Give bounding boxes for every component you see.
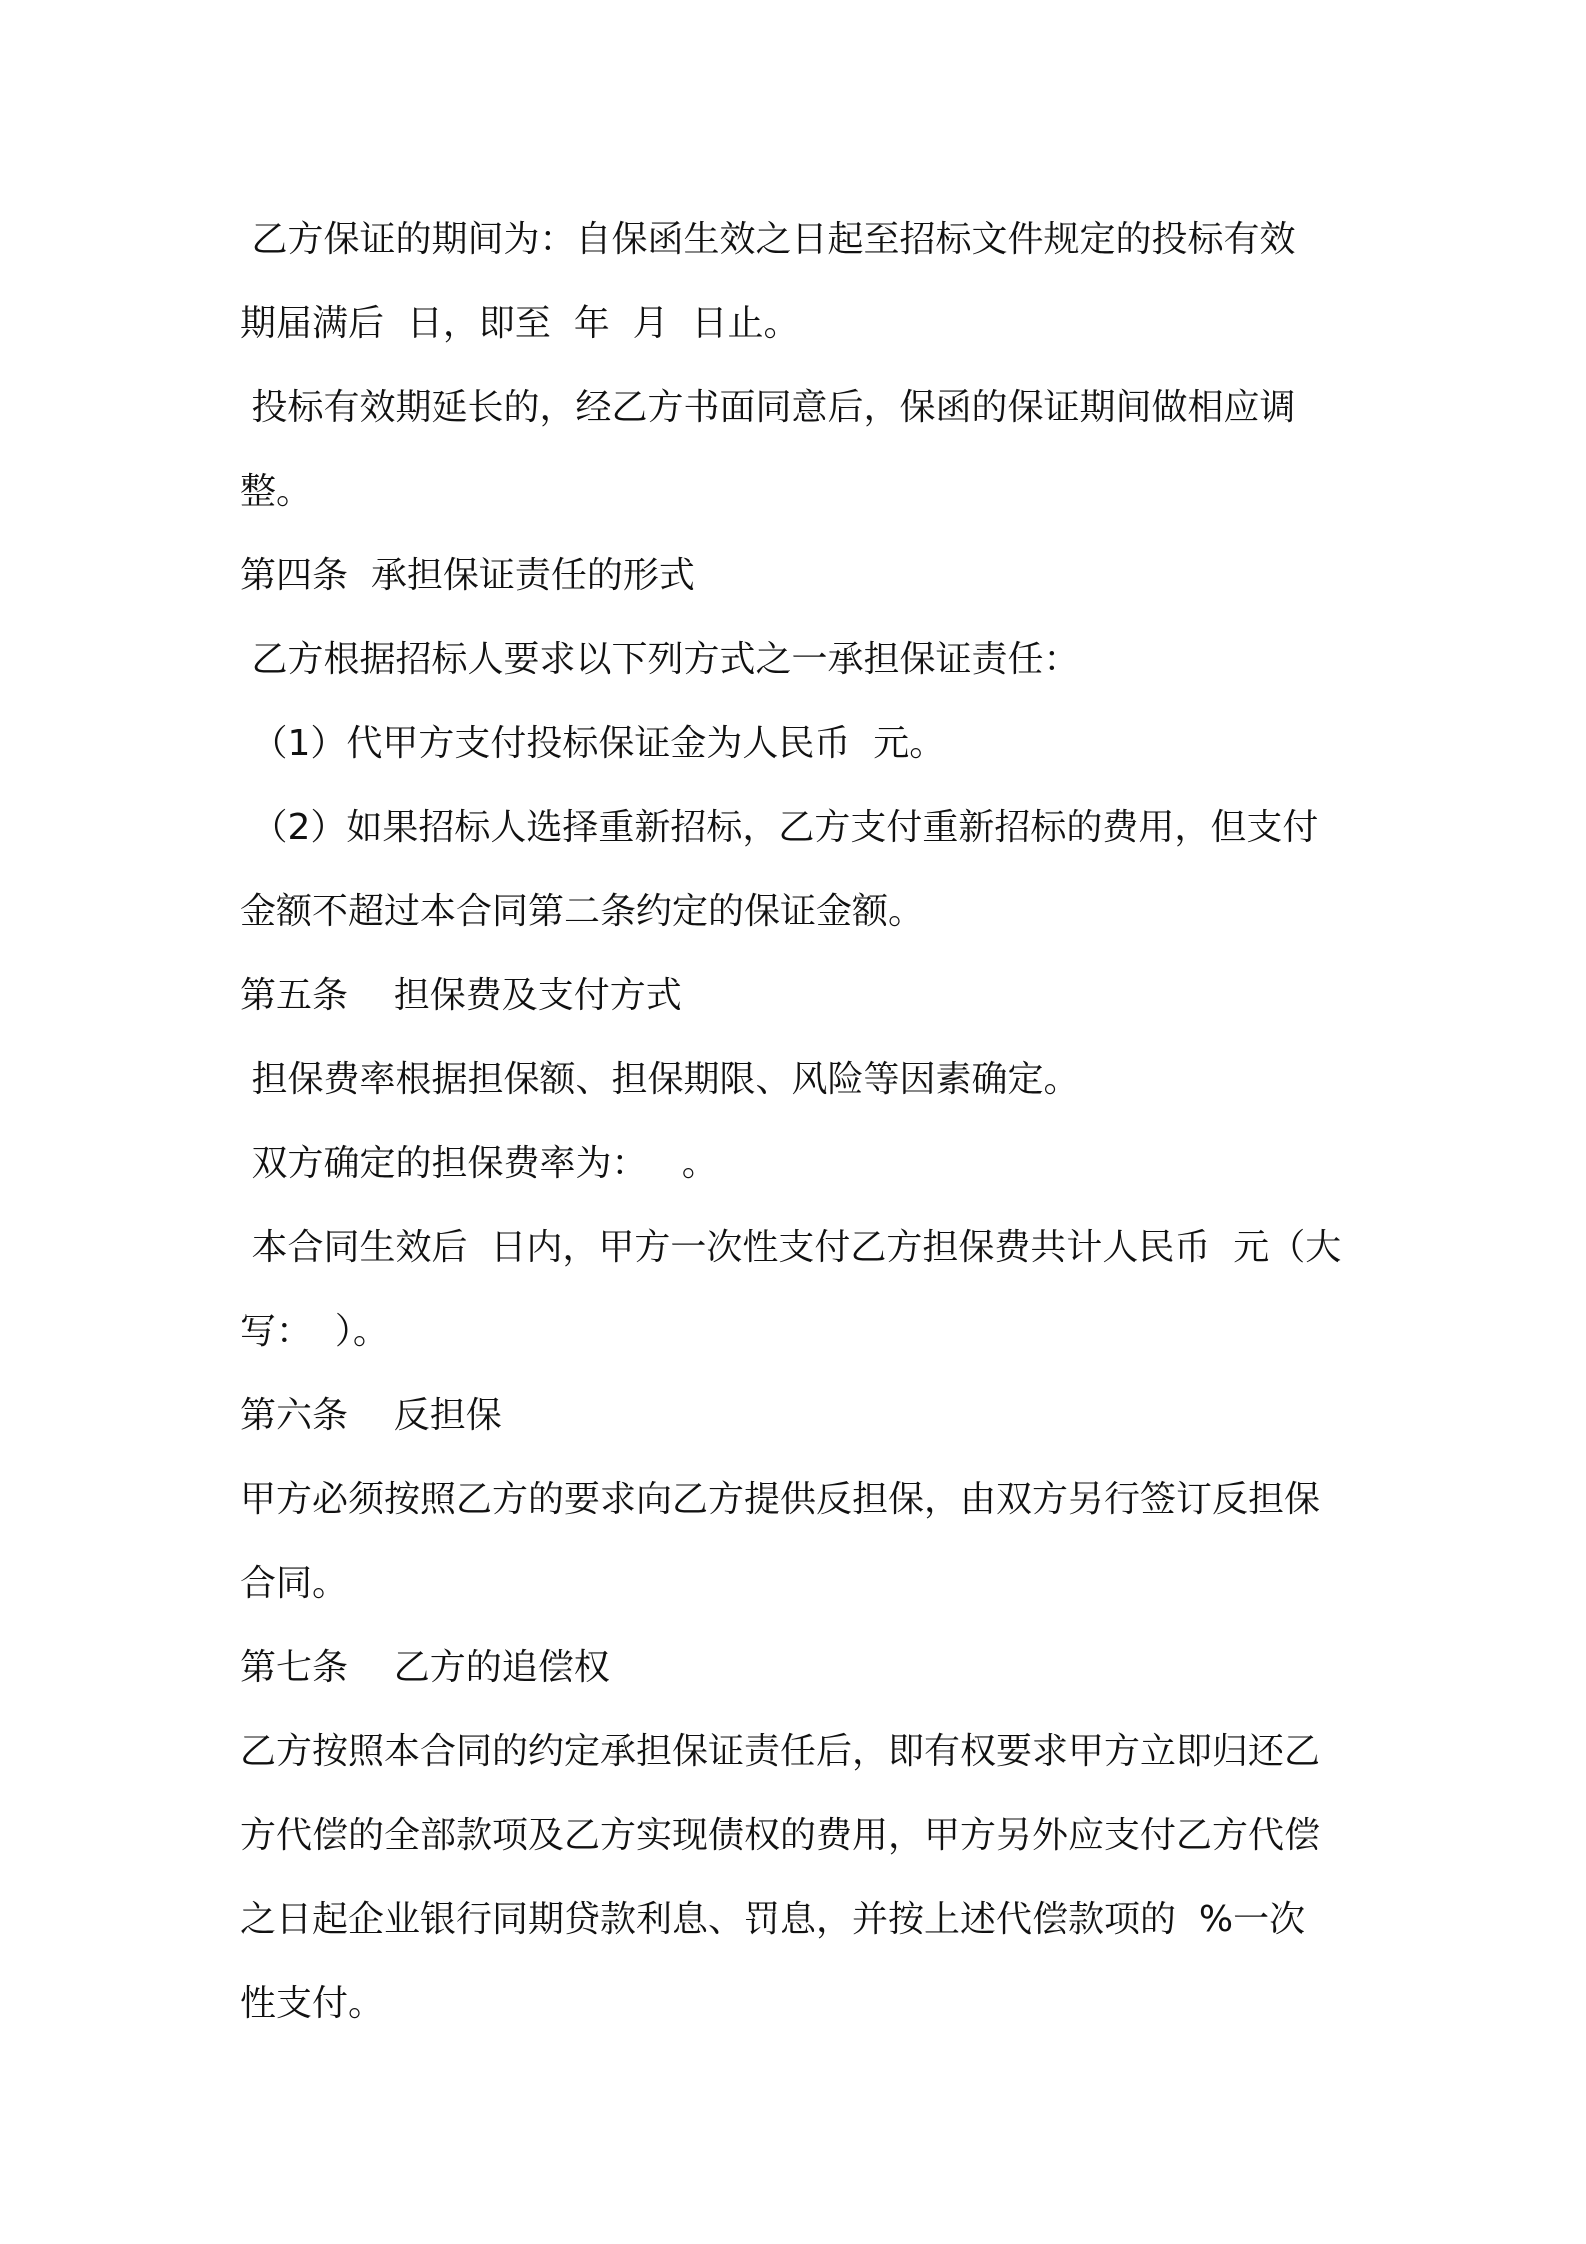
paragraph-line: 期届满后 日，即至 年 月 日止。 (240, 303, 800, 344)
list-item: （1）代甲方支付投标保证金为人民币 元。 (240, 723, 946, 764)
paragraph-line: 乙方按照本合同的约定承担保证责任后，即有权要求甲方立即归还乙 (240, 1731, 1321, 1772)
paragraph-line: 写： ）。 (240, 1311, 389, 1352)
section-heading: 第五条 担保费及支付方式 (240, 975, 682, 1016)
section-heading: 第六条 反担保 (240, 1395, 502, 1436)
paragraph-line: 乙方根据招标人要求以下列方式之一承担保证责任： (240, 639, 1080, 680)
list-item: （2）如果招标人选择重新招标，乙方支付重新招标的费用，但支付 (240, 807, 1319, 848)
document-body (240, 198, 1350, 2046)
section-heading: 第四条 承担保证责任的形式 (240, 555, 695, 596)
paragraph-line: 本合同生效后 日内，甲方一次性支付乙方担保费共计人民币 元（大 (240, 1227, 1342, 1268)
paragraph-line: 投标有效期延长的，经乙方书面同意后，保函的保证期间做相应调 (240, 387, 1296, 428)
section-heading: 第七条 乙方的追偿权 (240, 1647, 610, 1688)
paragraph-line: 之日起企业银行同期贷款利息、罚息，并按上述代偿款项的 %一次 (240, 1899, 1306, 1940)
paragraph-line: 双方确定的担保费率为： 。 (240, 1143, 718, 1184)
paragraph-line: 甲方必须按照乙方的要求向乙方提供反担保，由双方另行签订反担保 (240, 1479, 1321, 1520)
paragraph-line: 合同。 (240, 1563, 349, 1604)
paragraph-line: 整。 (240, 471, 313, 512)
paragraph-line: 方代偿的全部款项及乙方实现债权的费用，甲方另外应支付乙方代偿 (240, 1815, 1321, 1856)
paragraph-line: 性支付。 (240, 1983, 385, 2024)
paragraph-line: 担保费率根据担保额、担保期限、风险等因素确定。 (240, 1059, 1080, 1100)
paragraph-line: 乙方保证的期间为：自保函生效之日起至招标文件规定的投标有效 (240, 219, 1296, 260)
paragraph-line: 金额不超过本合同第二条约定的保证金额。 (240, 891, 925, 932)
